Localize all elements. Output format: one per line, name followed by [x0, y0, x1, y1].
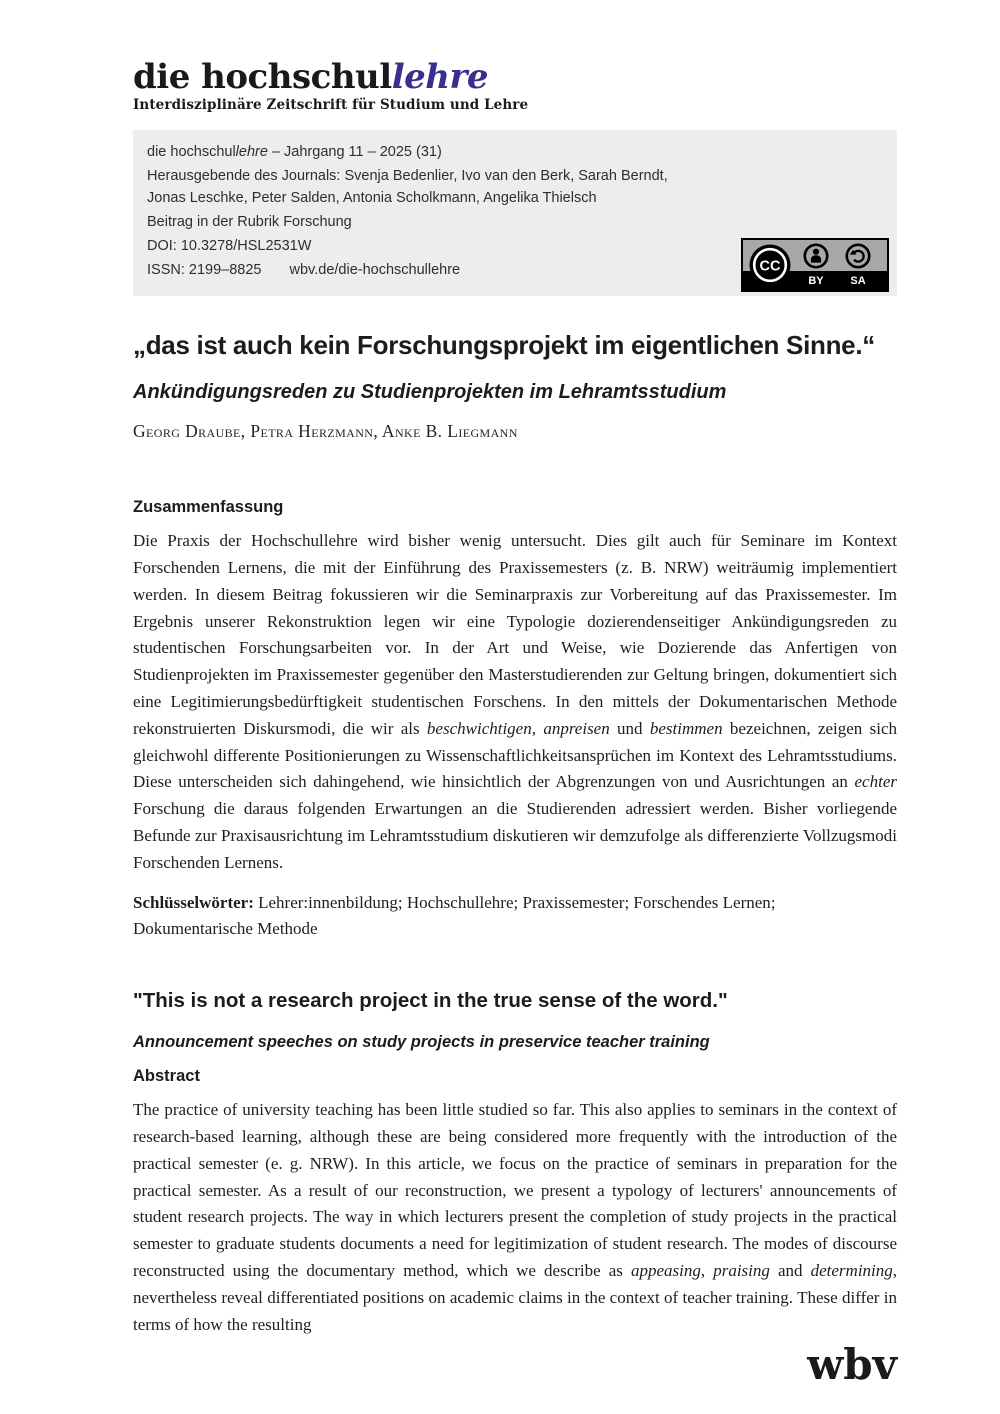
abstract-en-text: The practice of university teaching has been little studied so far. This also applies to seminars in the context of research-based learning, although these are being considered more frequently with the introduction of the practical semester (e. g. NRW). In this article, we focus on the practice of seminars in preparation for the practical semester. As a result of our reconstruction, we present a typology of lecturers' announcements of student research projects. The way in which lecturers present the completion of study projects in the practical semester to graduate students documents a need for legitimization of student research. The modes of discourse reconstructed using the documentary method, which we describe as appeasing, praising and determining, nevertheless reveal differentiated positions on academic claims in the context of teacher training. These differ in terms of how the resulting — [133, 1100, 898, 1334]
journal-issn: ISSN: 2199–8825 — [147, 262, 262, 278]
journal-issue-line: die hochschullehre – Jahrgang 11 – 2025 (31) — [147, 144, 442, 160]
journal-logo-subtitle: Interdisziplinäre Zeitschrift für Studium und Lehre — [133, 97, 529, 113]
article-subtitle-en: Announcement speeches on study projects in preservice teacher training — [133, 1033, 710, 1052]
cc-by-label: BY — [808, 275, 824, 287]
journal-url[interactable]: wbv.de/die-hochschullehre — [289, 262, 461, 278]
cc-icon — [749, 244, 791, 286]
journal-editors-line-1: Herausgebende des Journals: Svenja Bedenlier, Ivo van den Berk, Sarah Berndt, — [147, 168, 668, 184]
journal-info-box — [133, 130, 897, 296]
journal-doi: DOI: 10.3278/HSL2531W — [147, 238, 312, 254]
cc-sa-label: SA — [850, 275, 866, 287]
journal-masthead — [133, 0, 897, 113]
page-content — [133, 0, 897, 1338]
article-title-de: „das ist auch kein Forschungsprojekt im eigentlichen Sinne.“ — [133, 330, 875, 360]
keywords-de: Schlüsselwörter: Lehrer:innenbildung; Hochschullehre; Praxissemester; Forschendes Lernen; Dokumentarische Methode — [133, 892, 776, 939]
journal-editors-line-2: Jonas Leschke, Peter Salden, Antonia Scholkmann, Angelika Thielsch — [147, 190, 597, 206]
publisher-wbv-logo: wbv — [807, 1340, 897, 1389]
article-subtitle-de: Ankündigungsreden zu Studienprojekten im Lehramtsstudium — [133, 381, 727, 404]
abstract-en-heading: Abstract — [133, 1067, 200, 1086]
cc-by-person-icon — [803, 243, 829, 269]
article-authors: Georg Draube, Petra Herzmann, Anke B. Liegmann — [133, 421, 518, 442]
abstract-de-text: Die Praxis der Hochschullehre wird bisher wenig untersucht. Dies gilt auch für Seminare im Kontext Forschenden Lernens, die mit der Einführung des Praxissemesters (z. B. NRW) weiträumig implementiert werden. In diesem Beitrag fokussieren wir die Seminarpraxis zur Vorbereitung auf das Praxissemester. Im Ergebnis unserer Rekonstruktion legen wir eine Typologie dozierendenseitiger Ankündigungsreden zu studentischen Forschungsarbeiten vor. In der Art und Weise, wie Dozierende das Anfertigen von Studienprojekten im Praxissemester gegenüber den Masterstudierenden zur Geltung bringen, dokumentiert sich eine Legitimierungsbedürftigkeit studentischen Forschens. In den mittels der Dokumentarischen Methode rekonstruierten Diskursmodi, die wir als beschwichtigen, anpreisen und bestimmen bezeichnen, zeigen sich gleichwohl differente Positionierungen zu Wissenschaftlichkeitsansprüchen im Kontext des Lehramtsstudiums. Diese unterscheiden sich dahingehend, wie hinsichtlich der Abgrenzungen von und Ausrichtungen an echter Forschung die daraus folgenden Erwartungen an die Studierenden adressiert werden. Bisher vorliegende Befunde zur Praxisausrichtung im Lehramtsstudium diskutieren wir demzufolge als differenzierte Vollzugsmodi Forschenden Lernens. — [133, 531, 898, 872]
journal-editors — [147, 165, 883, 209]
cc-sa-arrow-icon — [845, 243, 871, 269]
journal-rubric: Beitrag in der Rubrik Forschung — [147, 214, 352, 230]
cc-license-badge — [741, 238, 889, 292]
article-title-en: "This is not a research project in the true sense of the word." — [133, 989, 728, 1013]
journal-logo: die hochschullehre — [133, 57, 488, 97]
abstract-de-heading: Zusammenfassung — [133, 498, 284, 517]
svg-text:CC: CC — [759, 258, 781, 275]
